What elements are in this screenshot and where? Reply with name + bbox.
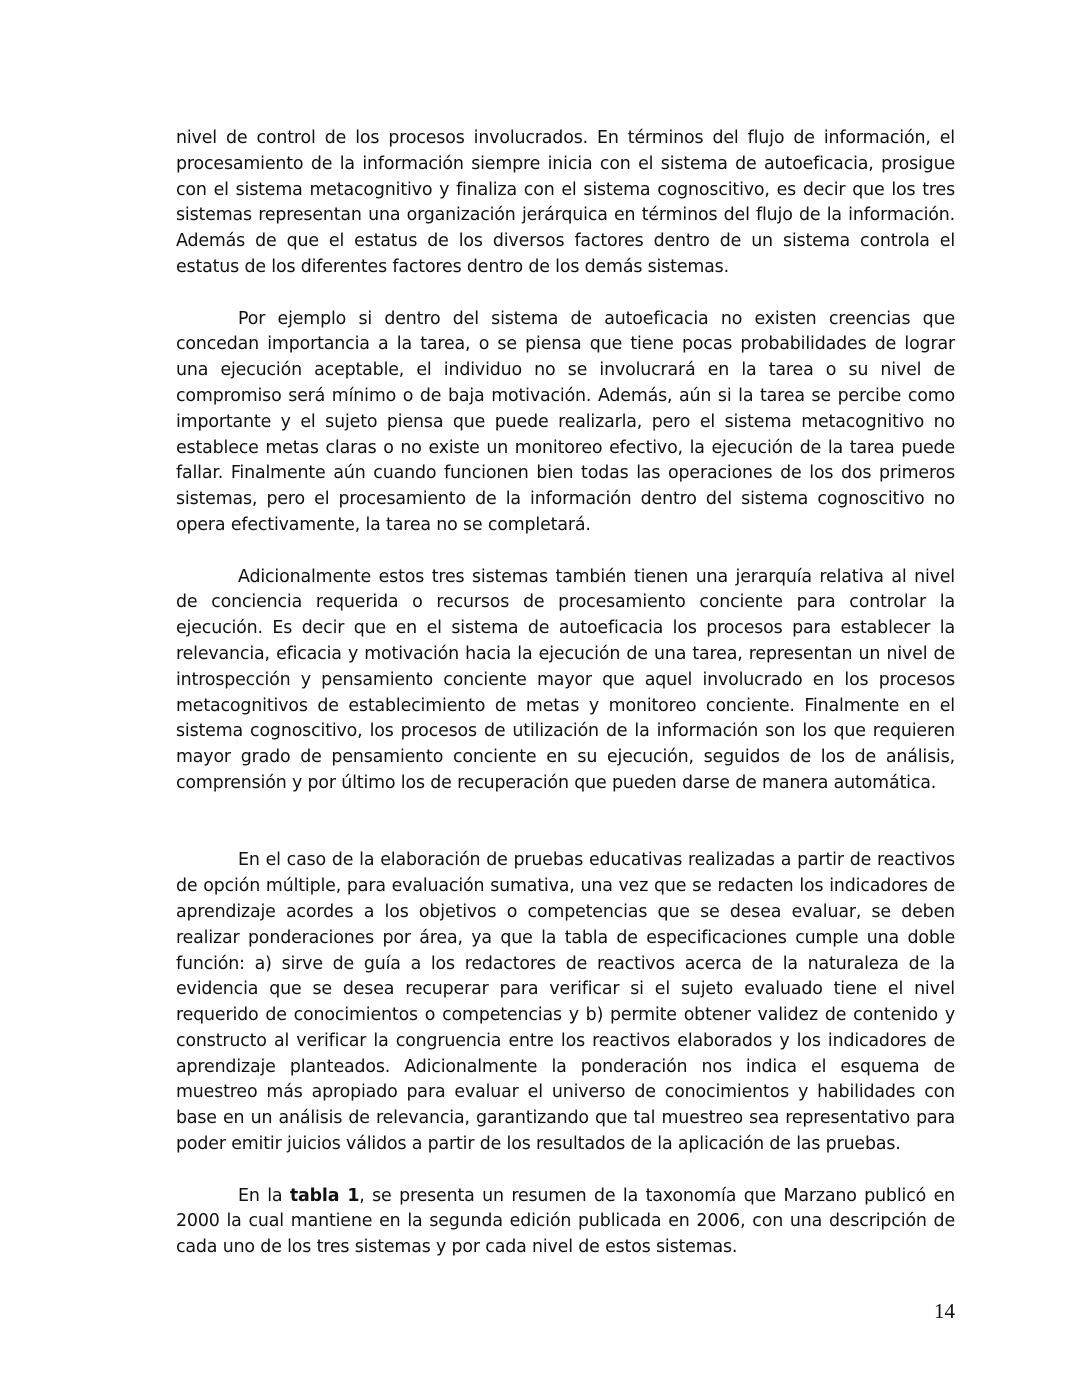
paragraph-5-text-before: En la bbox=[238, 1185, 290, 1206]
document-body bbox=[176, 126, 955, 1287]
paragraph-4: En el caso de la elaboración de pruebas educativas realizadas a partir de reactivos de opción múltiple, para evaluación sumativa, una vez que se redacten los indicadores de aprendizaje acordes a los objetivos o competencias que se desea evaluar, se deben realizar ponderaciones por área, ya que la tabla de especificaciones cumple una doble función: a) sirve de guía a los redactores de reactivos acerca de la naturaleza de la evidencia que se desea recuperar para verificar si el sujeto evaluado tiene el nivel requerido de conocimientos o competencias y b) permite obtener validez de contenido y constructo al verificar la congruencia entre los reactivos elaborados y los indicadores de aprendizaje planteados. Adicionalmente la ponderación nos indica el esquema de muestreo más apropiado para evaluar el universo de conocimientos y habilidades con base en un análisis de relevancia, garantizando que tal muestreo sea representativo para poder emitir juicios válidos a partir de los resultados de la aplicación de las pruebas. bbox=[176, 850, 955, 1155]
page-number: 14 bbox=[934, 1299, 955, 1323]
paragraph-5-text-after: , se presenta un resumen de la taxonomía que Marzano publicó en 2000 la cual mantiene en la segunda edición publicada en 2006, con una descripción de cada uno de los tres sistemas y por cada nivel de estos sistemas. bbox=[176, 1185, 955, 1258]
paragraph-2: Por ejemplo si dentro del sistema de autoeficacia no existen creencias que concedan importancia a la tarea, o se piensa que tiene pocas probabilidades de lograr una ejecución aceptable, el individuo no se involucrará en la tarea o su nivel de compromiso será mínimo o de baja motivación. Además, aún si la tarea se percibe como importante y el sujeto piensa que puede realizarla, pero el sistema metacognitivo no establece metas claras o no existe un monitoreo efectivo, la ejecución de la tarea puede fallar. Finalmente aún cuando funcionen bien todas las operaciones de los dos primeros sistemas, pero el procesamiento de la información dentro del sistema cognoscitivo no opera efectivamente, la tarea no se completará. bbox=[176, 308, 955, 535]
table-reference: tabla 1 bbox=[289, 1185, 360, 1206]
paragraph-3: Adicionalmente estos tres sistemas también tienen una jerarquía relativa al nivel de conciencia requerida o recursos de procesamiento conciente para controlar la ejecución. Es decir que en el sistema de autoeficacia los procesos para establecer la relevancia, eficacia y motivación hacia la ejecución de una tarea, representan un nivel de introspección y pensamiento conciente mayor que aquel involucrado en los procesos metacognitivos de establecimiento de metas y monitoreo conciente. Finalmente en el sistema cognoscitivo, los procesos de utilización de la información son los que requieren mayor grado de pensamiento conciente en su ejecución, seguidos de los de análisis, comprensión y por último los de recuperación que pueden darse de manera automática. bbox=[176, 566, 955, 793]
paragraph-5 bbox=[176, 1184, 955, 1261]
paragraph-1: nivel de control de los procesos involucrados. En términos del flujo de información, el procesamiento de la información siempre inicia con el sistema de autoeficacia, prosigue con el sistema metacognitivo y finaliza con el sistema cognoscitivo, es decir que los tres sistemas representan una organización jerárquica en términos del flujo de la información. Además de que el estatus de los diversos factores dentro de un sistema controla el estatus de los diferentes factores dentro de los demás sistemas. bbox=[176, 128, 955, 277]
